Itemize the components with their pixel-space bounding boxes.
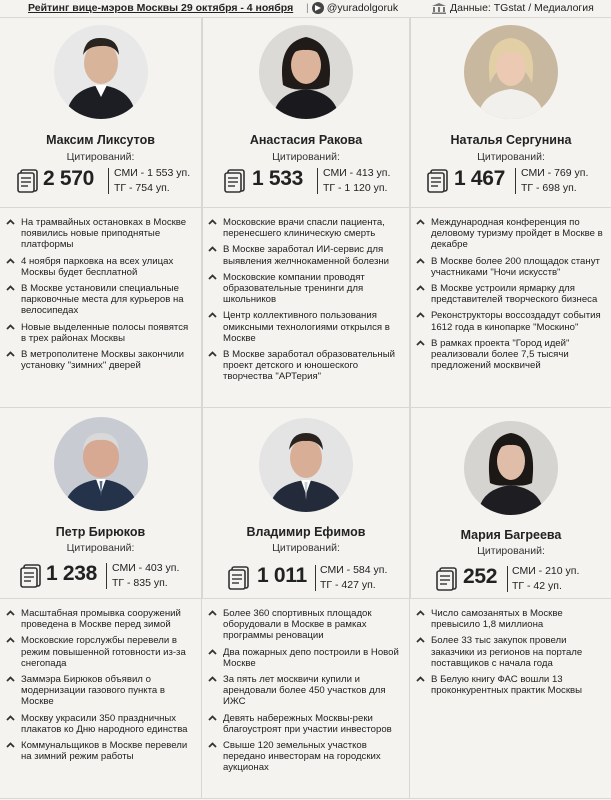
chevron-up-icon: [6, 219, 15, 225]
list-item[interactable]: На трамвайных остановках в Москве появились новые приподнятые платформы: [4, 217, 195, 251]
data-source: [432, 0, 594, 16]
list-item[interactable]: Международная конференция по деловому туризму пройдет в Москве в декабре: [414, 217, 605, 251]
citation-total: 252: [463, 565, 498, 588]
chevron-up-icon: [208, 246, 217, 252]
person-card-bagreeva: [410, 408, 611, 598]
building-icon: [432, 3, 446, 14]
list-item[interactable]: В рамках проекта "Город идей" реализовали более 7,5 тысячи предложений москвичей: [414, 338, 605, 372]
news-list-efimov: [202, 598, 410, 798]
chevron-up-icon: [6, 637, 15, 643]
list-item[interactable]: Заммэра Бирюков объявил о модернизации газового пункта в Москве: [4, 674, 196, 708]
chevron-up-icon: [208, 351, 217, 357]
citation-tg: ТГ - 754 уп.: [114, 182, 170, 194]
stats-divider: [106, 563, 107, 589]
citations-label: Цитирований:: [477, 151, 545, 163]
chevron-up-icon: [416, 340, 425, 346]
list-item[interactable]: В Белую книгу ФАС вошли 13 проконкурентных практик Москвы: [414, 674, 606, 696]
telegram-handle[interactable]: [306, 0, 398, 16]
news-list-sergunina: [410, 207, 611, 407]
list-item[interactable]: В Москве заработал образовательный проект детского и юношеского творчества "АРТерия": [206, 349, 403, 383]
document-icon: [435, 567, 459, 591]
person-name: Максим Ликсутов: [46, 133, 155, 147]
citations-label: Цитирований:: [66, 542, 135, 554]
person-name: Анастасия Ракова: [249, 133, 363, 147]
citation-tg: ТГ - 835 уп.: [112, 577, 168, 589]
chevron-up-icon: [208, 676, 217, 682]
stats-divider: [507, 566, 508, 592]
chevron-up-icon: [6, 610, 15, 616]
citations-label: Цитирований:: [272, 151, 340, 163]
avatar: [259, 25, 353, 119]
list-item[interactable]: Более 33 тыс закупок провели заказчики из регионов на портале поставщиков с начала года: [414, 635, 606, 669]
data-source-text: Данные: TGstat / Медиалогия: [450, 2, 594, 14]
chevron-up-icon: [6, 258, 15, 264]
list-item[interactable]: Девять набережных Москвы-реки благоустроят при участии инвесторов: [206, 713, 404, 735]
telegram-handle-text: @yuradolgoruk: [326, 2, 399, 14]
document-icon: [16, 169, 40, 193]
avatar: [464, 25, 558, 119]
avatar: [259, 418, 353, 512]
citation-total: 2 570: [43, 167, 95, 190]
chevron-up-icon: [6, 715, 15, 721]
list-item[interactable]: Свыше 120 земельных участков передано инвесторам на городских аукционах: [206, 740, 404, 774]
citation-smi: СМИ - 403 уп.: [112, 562, 180, 574]
chevron-up-icon: [416, 610, 425, 616]
chevron-up-icon: [208, 742, 217, 748]
list-item[interactable]: За пять лет москвичи купили и арендовали более 450 участков для ИЖС: [206, 674, 404, 708]
stats-divider: [108, 168, 109, 194]
chevron-up-icon: [416, 312, 425, 318]
person-name: Мария Багреева: [460, 528, 562, 542]
list-item[interactable]: Более 360 спортивных площадок оборудовали в Москве в рамках программы реновации: [206, 608, 404, 642]
chevron-up-icon: [6, 676, 15, 682]
citation-stats: [203, 165, 409, 199]
list-item[interactable]: 4 ноября парковка на всех улицах Москвы будет бесплатной: [4, 256, 195, 278]
chevron-up-icon: [6, 351, 15, 357]
list-item[interactable]: В метрополитене Москвы закончили установку "зимних" дверей: [4, 349, 195, 371]
citation-total: 1 238: [46, 562, 98, 585]
list-item[interactable]: Московские компании проводят образовательные тренинги для школьников: [206, 272, 403, 306]
chevron-up-icon: [208, 274, 217, 280]
chevron-up-icon: [416, 285, 425, 291]
citation-total: 1 533: [252, 167, 304, 190]
list-item[interactable]: В Москве установили специальные парковочные места для курьеров на велосипедах: [4, 283, 195, 317]
citation-stats: [0, 165, 201, 199]
list-item[interactable]: Коммунальщиков в Москве перевели на зимний режим работы: [4, 740, 196, 762]
citation-smi: СМИ - 1 553 уп.: [114, 167, 191, 179]
citation-stats: [0, 560, 201, 594]
citation-tg: ТГ - 698 уп.: [521, 182, 577, 194]
list-item[interactable]: Москву украсили 350 праздничных плакатов ко Дню народного единства: [4, 713, 196, 735]
list-item[interactable]: В Москве устроили ярмарку для представителей творческого бизнеса: [414, 283, 605, 305]
document-icon: [223, 169, 247, 193]
citations-label: Цитирований:: [477, 545, 545, 557]
citation-stats: [203, 562, 409, 596]
avatar: [464, 421, 558, 515]
person-name: Наталья Сергунина: [450, 133, 572, 147]
citation-tg: ТГ - 427 уп.: [320, 579, 376, 591]
avatar: [54, 417, 148, 511]
news-list-bagreeva: [410, 598, 611, 798]
citations-label: Цитирований:: [272, 542, 340, 554]
stats-divider: [315, 565, 316, 591]
citation-stats: [411, 165, 611, 199]
person-card-biryukov: [0, 408, 202, 598]
list-item[interactable]: Число самозанятых в Москве превысило 1,8 миллиона: [414, 608, 606, 630]
page-title: Рейтинг вице-мэров Москвы 29 октября - 4 ноября: [28, 2, 294, 14]
chevron-up-icon: [6, 285, 15, 291]
list-item[interactable]: Масштабная промывка сооружений проведена в Москве перед зимой: [4, 608, 196, 630]
header: [0, 0, 611, 16]
telegram-icon: [312, 2, 324, 14]
list-item[interactable]: В Москве более 200 площадок станут участниками "Ночи искусств": [414, 256, 605, 278]
document-icon: [227, 566, 251, 590]
chevron-up-icon: [208, 610, 217, 616]
document-icon: [19, 564, 43, 588]
divider: [0, 798, 611, 799]
chevron-up-icon: [416, 258, 425, 264]
citation-smi: СМИ - 769 уп.: [521, 167, 589, 179]
header-separator: |: [306, 2, 309, 14]
citations-label: Цитирований:: [66, 151, 135, 163]
list-item[interactable]: Два пожарных депо построили в Новой Москве: [206, 647, 404, 669]
news-list-rakova: [202, 207, 410, 407]
citation-total: 1 011: [257, 564, 307, 587]
citation-smi: СМИ - 210 уп.: [512, 565, 580, 577]
chevron-up-icon: [208, 312, 217, 318]
chevron-up-icon: [416, 637, 425, 643]
chevron-up-icon: [208, 219, 217, 225]
list-item[interactable]: Московские врачи спасли пациента, перенесшего клиническую смерть: [206, 217, 403, 239]
chevron-up-icon: [208, 649, 217, 655]
person-name: Владимир Ефимов: [246, 525, 366, 539]
person-name: Петр Бирюков: [55, 525, 146, 539]
stats-divider: [515, 168, 516, 194]
list-item[interactable]: Центр коллективного пользования омиксными технологиями открылся в Москве: [206, 310, 403, 344]
citation-total: 1 467: [454, 167, 506, 190]
list-item[interactable]: Новые выделенные полосы появятся в трех районах Москвы: [4, 322, 195, 344]
citation-tg: ТГ - 1 120 уп.: [323, 182, 388, 194]
stats-divider: [317, 168, 318, 194]
person-card-efimov: [202, 408, 410, 598]
citation-stats: [411, 563, 611, 597]
document-icon: [426, 169, 450, 193]
chevron-up-icon: [6, 742, 15, 748]
news-list-liksutov: [0, 207, 202, 407]
chevron-up-icon: [416, 676, 425, 682]
list-item[interactable]: Реконструкторы воссоздадут события 1612 года в кинопарке "Москино": [414, 310, 605, 332]
citation-tg: ТГ - 42 уп.: [512, 580, 562, 592]
avatar: [54, 25, 148, 119]
chevron-up-icon: [6, 324, 15, 330]
chevron-up-icon: [208, 715, 217, 721]
list-item[interactable]: В Москве заработал ИИ-сервис для выявления желчнокаменной болезни: [206, 244, 403, 266]
citation-smi: СМИ - 413 уп.: [323, 167, 391, 179]
news-list-biryukov: [0, 598, 202, 798]
list-item[interactable]: Московские горслужбы перевели в режим повышенной готовности из-за снегопада: [4, 635, 196, 669]
chevron-up-icon: [416, 219, 425, 225]
citation-smi: СМИ - 584 уп.: [320, 564, 388, 576]
